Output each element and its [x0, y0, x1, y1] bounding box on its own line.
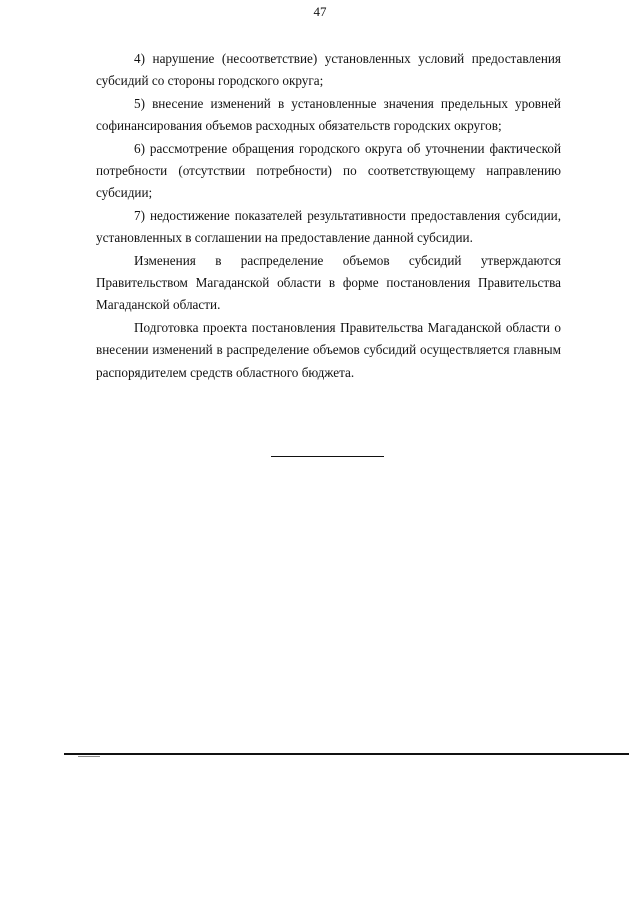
- document-body: [96, 48, 561, 384]
- list-item-indicators-not-met: 7) недостижение показателей результативности предоставления субсидии, установленных в соглашении на предоставление данной субсидии.: [96, 207, 561, 246]
- end-of-text-rule: [271, 456, 384, 457]
- list-item-need-clarification: 6) рассмотрение обращения городского округа об уточнении фактической потребности (отсутствии потребности) по соответствующему направлению субсидии;: [96, 140, 561, 201]
- page-number: 47: [313, 4, 327, 19]
- footer-rule: [64, 753, 629, 755]
- list-item-condition-violation: 4) нарушение (несоответствие) установленных условий предоставления субсидий со стороны городского округа;: [96, 51, 561, 89]
- footer-rule-mark: [78, 756, 100, 757]
- paragraph-approval: Изменения в распределение объемов субсидий утверждаются Правительством Магаданской области в форме постановления Правительства Магаданской области.: [96, 252, 561, 313]
- list-item-cofinancing-change: 5) внесение изменений в установленные значения предельных уровней софинансирования объемов расходных обязательств городских округов;: [96, 95, 561, 134]
- paragraph-preparation: Подготовка проекта постановления Правительства Магаданской области о внесении изменений в распределение объемов субсидий осуществляется главным распорядителем средств областного бюджета.: [96, 319, 561, 380]
